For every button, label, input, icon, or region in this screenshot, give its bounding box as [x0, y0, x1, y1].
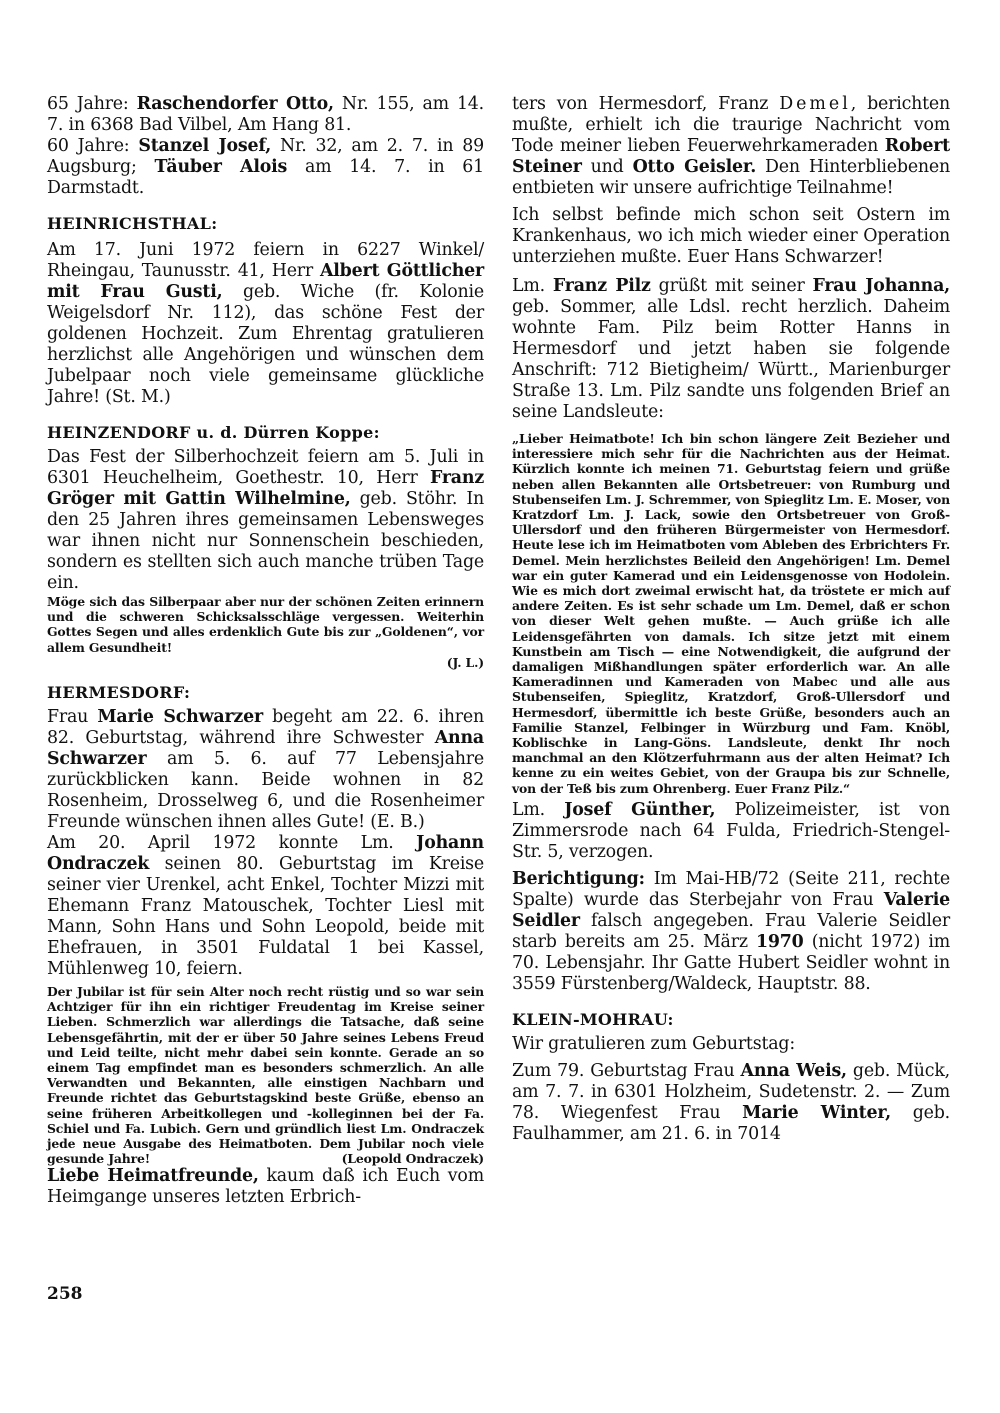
- section-heading-hermesdorf: HERMESDORF:: [47, 683, 191, 703]
- section-heading-klein-mohrau: KLEIN-MOHRAU:: [512, 1009, 674, 1029]
- pilz-greeting-article: Lm. Franz Pilz grüßt mit seiner Frau Johanna, geb. Sommer, alle Ldsl. recht herzlich. Daheim wohnte Fam. Pilz beim Rotter Hanns in Hermesdorf und jetzt haben sie folgende Anschrift: 712 Bietigheim/ Württ., Marienburger Straße 13. Lm. Pilz sandte uns folgenden Brief an seine Landsleute:: [512, 276, 951, 422]
- silver-wedding-article: Das Fest der Silberhochzeit feiern am 5. Juli in 6301 Heuchelheim, Goethestr. 10, Herr Franz Gröger mit Gattin Wilhelmine, geb. Stöhr. In den 25 Jahren ihres gemeinsamen Lebensweges war ihnen nicht nur Sonnenschein beschieden, sondern es stellten sich auch manche trüben Tage ein.: [47, 447, 484, 593]
- ondraczek-letter: Der Jubilar ist für sein Alter noch recht rüstig und so war sein Achtziger für ihn ein richtiger Freudentag im Kreise seiner Lieben. Schmerzlich war allerdings die Tatsache, daß seine Lebensgefährtin, mit der er über 50 Jahre seines Lebens Freud und Leid teilte, nicht mehr dabei sein konnte. Gerade an so einem Tag empfindet man es besonders schmerzlich. An alle Verwandten und Bekannten, alle einstigen Nachbarn und Freunde richtet das Geburtstagskind beste Grüße, ebenso an seine früheren Arbeitkollegen und -kolleginnen bei der Fa. Schiel und Fa. Lubich. Gern und gründlich liest Lm. Ondraczek jede neue Ausgabe des Heimatboten. Dem Jubilar noch viele gesunde Jahre! (Leopold Ondraczek): [47, 984, 484, 1167]
- section-heading-heinrichsthal: HEINRICHSTHAL:: [47, 214, 218, 233]
- golden-wedding-article: Am 17. Juni 1972 feiern in 6227 Winkel/ Rheingau, Taunusstr. 41, Herr Albert Göttlicher mit Frau Gusti, geb. Wiche (fr. Kolonie Weigelsdorf Nr. 112), das schöne Fest der goldenen Hochzeit. Zum Ehrentag gratulieren herzlichst alle Angehörigen und wünschen dem Jubelpaar noch viele gemeinsame glückliche Jahre! (St. M.): [47, 240, 484, 407]
- author-signature: (J. L.): [446, 654, 484, 670]
- schwarzer-letter-start: Liebe Heimatfreunde, kaum daß ich Euch vom Heimgange unseres letzten Erbrich-: [47, 1166, 484, 1208]
- congratulations-intro: Wir gratulieren zum Geburtstag:: [512, 1033, 795, 1054]
- hospital-note: Ich selbst befinde mich schon seit Ostern im Krankenhaus, wo ich mich wieder einer Operation unterziehen mußte. Euer Hans Schwarzer!: [512, 205, 950, 267]
- left-column: [47, 94, 484, 1208]
- correction-note: Berichtigung: Im Mai-HB/72 (Seite 211, rechte Spalte) wurde das Sterbejahr von Frau Valerie Seidler falsch angegeben. Frau Valerie Seidler starb bereits am 25. März 1970 (nicht 1972) im 70. Lebensjahr. Ihr Gatte Hubert Seidler wohnt in 3559 Fürstenberg/Waldeck, Hauptstr. 88.: [512, 868, 950, 994]
- silver-wedding-wishes: Möge sich das Silberpaar aber nur der schönen Zeiten erinnern und die schweren Schicksalsschläge vergessen. Weiterhin Gottes Segen und alles erdenklich Gute bis zur „Goldenen“, vor allem Gesundheit! (J. L.): [47, 594, 484, 670]
- schwarzer-birthday-article: Frau Marie Schwarzer begeht am 22. 6. ihren 82. Geburtstag, während ihre Schwester Anna Schwarzer am 5. 6. auf 77 Lebensjahre zurückblicken kann. Beide wohnen in 82 Rosenheim, Drosselweg 6, und die Rosenheimer Freunde wünschen ihnen alles Gute! (E. B.): [47, 707, 484, 833]
- author-signature: (Leopold Ondraczek): [341, 1151, 484, 1167]
- schwarzer-letter-continued: ters von Hermesdorf, Franz Demel, berichten mußte, erhielt ich die traurige Nachricht vom Tode meiner lieben Feuerwehrkameraden Robert Steiner und Otto Geisler. Den Hinterbliebenen entbieten wir unsere aufrichtige Teilnahme!: [512, 94, 951, 198]
- klein-mohrau-birthdays: Zum 79. Geburtstag Frau Anna Weis, geb. Mück, am 7. 7. in 6301 Holzheim, Sudetenstr. 2. — Zum 78. Wiegenfest Frau Marie Winter, geb. Faulhammer, am 21. 6. in 7014: [512, 1060, 950, 1144]
- birthday-list: 65 Jahre: Raschendorfer Otto, Nr. 155, am 14. 7. in 6368 Bad Vilbel, Am Hang 81. 60 Jahre: Stanzel Josef, Nr. 32, am 2. 7. in 89 Augsburg; Täuber Alois am 14. 7. in 61 Darmstadt.: [47, 94, 484, 198]
- page-number: 258: [47, 1284, 83, 1304]
- pilz-letter: „Lieber Heimatbote! Ich bin schon längere Zeit Bezieher und interessiere mich sehr für die Nachrichten aus der Heimat. Kürzlich konnte ich meinen 71. Geburtstag feiern und grüße neben allen Bekannten alle Ortsbetreuer: von Rumburg und Stubenseifen Lm. J. Schremmer, von Spieglitz Lm. E. Moser, von Kratzdorf Lm. J. Lack, sowie den Ortsbetreuer von Groß-Ullersdorf und den früheren Bürgermeister von Hermesdorf. Heute lese ich im Heimatboten vom Ableben des Erbrichters Fr. Demel. Mein herzlichstes Beileid den Angehörigen! Lm. Demel war ein guter Kamerad und ein Leidensgenosse von Hodolein. Wie es mich dort zweimal erwischt hat, da tröstete er mich auf andere Zeiten. Es ist sehr schade um Lm. Demel, daß er schon von dieser Welt gehen mußte. — Auch grüße ich alle Leidensgefährten von damals. Ich sitze jetzt mit einem Kunstbein am Tisch — eine Notwendigkeit, die aufgrund der damaligen Mißhandlungen später erforderlich war. An alle Kameradinnen und Kameraden von Mabec und alle aus Stubenseifen, Spieglitz, Kratzdorf, Groß-Ullersdorf und Hermesdorf, übermittle ich beste Grüße, besonders auch an Familie Stanzel, Felbinger in Würzburg und Fam. Knöbl, Koblischke in Lang-Göns. Landsleute, denkt Ihr noch manchmal an den Klötzerfuhrmann aus der alten Heimat? Ich kenne zu ein weites Gebiet, von der Graupa bis zur Schnelle, von der Teß bis zum Ohrenberg. Euer Franz Pilz.“: [512, 431, 950, 796]
- guenther-relocation-note: Lm. Josef Günther, Polizeimeister, ist von Zimmersrode nach 64 Fulda, Friedrich-Stengel-Str. 5, verzogen.: [512, 799, 950, 862]
- right-column: [512, 94, 950, 1145]
- ondraczek-birthday-article: Am 20. April 1972 konnte Lm. Johann Ondraczek seinen 80. Geburtstag im Kreise seiner vier Urenkel, acht Enkel, Tochter Mizzi mit Ehemann Franz Matouschek, Tochter Liesl mit Mann, Sohn Hans und Sohn Leopold, beide mit Ehefrauen, in 3501 Fuldatal 1 bei Kassel, Mühlenweg 10, feiern.: [47, 833, 484, 980]
- section-heading-heinzendorf: HEINZENDORF u. d. Dürren Koppe:: [47, 423, 380, 442]
